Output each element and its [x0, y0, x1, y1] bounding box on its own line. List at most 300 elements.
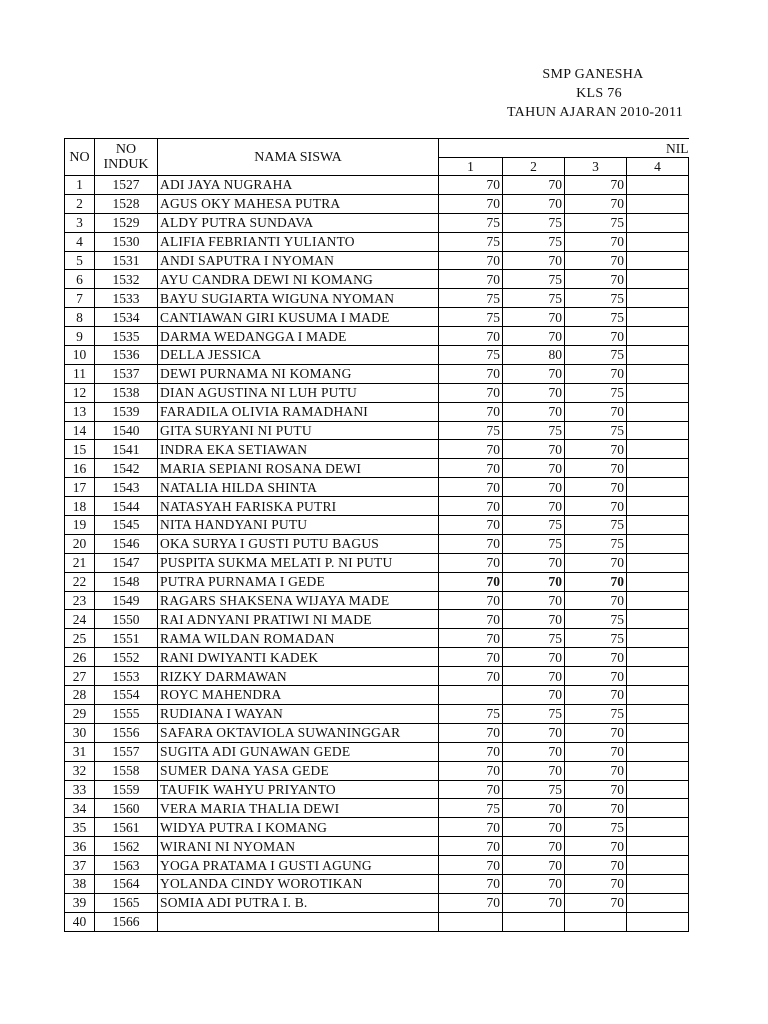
student-name: VERA MARIA THALIA DEWI — [158, 799, 439, 818]
table-row — [65, 818, 689, 837]
grade-2: 70 — [503, 742, 565, 761]
grade-3: 70 — [565, 572, 627, 591]
grade-1: 70 — [439, 383, 503, 402]
table-row — [65, 837, 689, 856]
student-id: 1530 — [95, 232, 158, 251]
table-row — [65, 856, 689, 875]
header-row-1 — [65, 139, 689, 158]
row-number: 20 — [65, 534, 95, 553]
grade-4 — [627, 610, 689, 629]
student-id: 1566 — [95, 912, 158, 931]
student-id: 1532 — [95, 270, 158, 289]
grade-4 — [627, 893, 689, 912]
student-name: ANDI SAPUTRA I NYOMAN — [158, 251, 439, 270]
row-number: 19 — [65, 516, 95, 535]
student-id: 1549 — [95, 591, 158, 610]
student-id: 1562 — [95, 837, 158, 856]
grade-3: 70 — [565, 478, 627, 497]
table-row — [65, 497, 689, 516]
grade-3: 70 — [565, 667, 627, 686]
row-number: 15 — [65, 440, 95, 459]
table-row — [65, 327, 689, 346]
grade-4 — [627, 534, 689, 553]
student-name: NITA HANDYANI PUTU — [158, 516, 439, 535]
row-number: 38 — [65, 874, 95, 893]
student-name: PUSPITA SUKMA MELATI P. NI PUTU — [158, 553, 439, 572]
student-name: RIZKY DARMAWAN — [158, 667, 439, 686]
student-id: 1556 — [95, 723, 158, 742]
grade-1: 70 — [439, 893, 503, 912]
grade-1: 70 — [439, 364, 503, 383]
grade-4 — [627, 761, 689, 780]
student-name: RAMA WILDAN ROMADAN — [158, 629, 439, 648]
student-name: SUGITA ADI GUNAWAN GEDE — [158, 742, 439, 761]
grade-1: 75 — [439, 799, 503, 818]
table-body — [65, 176, 689, 932]
row-number: 24 — [65, 610, 95, 629]
student-name: TAUFIK WAHYU PRIYANTO — [158, 780, 439, 799]
student-name: ALIFIA FEBRIANTI YULIANTO — [158, 232, 439, 251]
table-row — [65, 723, 689, 742]
grade-3: 75 — [565, 213, 627, 232]
col-header-name: NAMA SISWA — [158, 139, 439, 176]
grade-2: 70 — [503, 459, 565, 478]
grade-3: 70 — [565, 497, 627, 516]
table-row — [65, 893, 689, 912]
grade-4 — [627, 874, 689, 893]
student-id: 1548 — [95, 572, 158, 591]
student-name — [158, 912, 439, 931]
grade-4 — [627, 194, 689, 213]
grade-4 — [627, 308, 689, 327]
table-row — [65, 308, 689, 327]
grade-4 — [627, 591, 689, 610]
row-number: 27 — [65, 667, 95, 686]
table-row — [65, 874, 689, 893]
student-id: 1555 — [95, 704, 158, 723]
grade-2: 70 — [503, 874, 565, 893]
grade-1: 70 — [439, 856, 503, 875]
student-name: SOMIA ADI PUTRA I. B. — [158, 893, 439, 912]
grade-2: 70 — [503, 610, 565, 629]
grade-3: 70 — [565, 799, 627, 818]
grade-2: 70 — [503, 440, 565, 459]
table-row — [65, 761, 689, 780]
table-row — [65, 534, 689, 553]
grade-3: 70 — [565, 176, 627, 195]
grade-3: 75 — [565, 629, 627, 648]
row-number: 8 — [65, 308, 95, 327]
grade-3: 70 — [565, 874, 627, 893]
student-id: 1558 — [95, 761, 158, 780]
student-name: DEWI PURNAMA NI KOMANG — [158, 364, 439, 383]
row-number: 39 — [65, 893, 95, 912]
row-number: 9 — [65, 327, 95, 346]
row-number: 5 — [65, 251, 95, 270]
grade-1: 70 — [439, 818, 503, 837]
student-name: AGUS OKY MAHESA PUTRA — [158, 194, 439, 213]
row-number: 31 — [65, 742, 95, 761]
grade-2: 70 — [503, 497, 565, 516]
grade-3: 75 — [565, 704, 627, 723]
grade-1: 70 — [439, 648, 503, 667]
grade-1: 70 — [439, 629, 503, 648]
student-name: BAYU SUGIARTA WIGUNA NYOMAN — [158, 289, 439, 308]
grade-3: 75 — [565, 308, 627, 327]
grade-4 — [627, 270, 689, 289]
table-row — [65, 686, 689, 705]
grade-2: 75 — [503, 232, 565, 251]
student-id: 1527 — [95, 176, 158, 195]
grade-1: 70 — [439, 327, 503, 346]
student-id: 1538 — [95, 383, 158, 402]
row-number: 34 — [65, 799, 95, 818]
table-row — [65, 459, 689, 478]
student-name: RAI ADNYANI PRATIWI NI MADE — [158, 610, 439, 629]
table-row — [65, 780, 689, 799]
sub-col-4: 4 — [627, 158, 689, 176]
student-id: 1565 — [95, 893, 158, 912]
grade-1: 70 — [439, 497, 503, 516]
row-number: 28 — [65, 686, 95, 705]
grade-4 — [627, 572, 689, 591]
grade-4 — [627, 478, 689, 497]
grade-3: 70 — [565, 893, 627, 912]
grade-4 — [627, 402, 689, 421]
grade-3: 75 — [565, 516, 627, 535]
student-id: 1547 — [95, 553, 158, 572]
grade-2: 70 — [503, 327, 565, 346]
grade-4 — [627, 232, 689, 251]
student-name: NATASYAH FARISKA PUTRI — [158, 497, 439, 516]
table-row — [65, 251, 689, 270]
grade-4 — [627, 516, 689, 535]
row-number: 29 — [65, 704, 95, 723]
grade-3: 75 — [565, 610, 627, 629]
grade-3: 70 — [565, 723, 627, 742]
grade-1 — [439, 686, 503, 705]
table-row — [65, 194, 689, 213]
row-number: 37 — [65, 856, 95, 875]
grade-4 — [627, 176, 689, 195]
table-row — [65, 232, 689, 251]
table-row — [65, 648, 689, 667]
grade-4 — [627, 421, 689, 440]
row-number: 3 — [65, 213, 95, 232]
grade-1: 70 — [439, 478, 503, 497]
grade-4 — [627, 553, 689, 572]
grade-2: 70 — [503, 856, 565, 875]
grade-3: 75 — [565, 534, 627, 553]
grade-3: 75 — [565, 289, 627, 308]
grade-2: 70 — [503, 553, 565, 572]
grades-table — [64, 138, 689, 932]
student-id: 1541 — [95, 440, 158, 459]
row-number: 22 — [65, 572, 95, 591]
row-number: 36 — [65, 837, 95, 856]
grade-2: 70 — [503, 383, 565, 402]
table-row — [65, 383, 689, 402]
table-row — [65, 478, 689, 497]
student-name: WIRANI NI NYOMAN — [158, 837, 439, 856]
table-row — [65, 402, 689, 421]
student-name: DARMA WEDANGGA I MADE — [158, 327, 439, 346]
student-name: ALDY PUTRA SUNDAVA — [158, 213, 439, 232]
student-id: 1528 — [95, 194, 158, 213]
student-name: ADI JAYA NUGRAHA — [158, 176, 439, 195]
grade-3: 70 — [565, 459, 627, 478]
row-number: 16 — [65, 459, 95, 478]
student-id: 1539 — [95, 402, 158, 421]
student-name: MARIA SEPIANI ROSANA DEWI — [158, 459, 439, 478]
col-header-induk — [95, 139, 158, 176]
student-id: 1535 — [95, 327, 158, 346]
student-name: RAGARS SHAKSENA WIJAYA MADE — [158, 591, 439, 610]
grade-3: 70 — [565, 251, 627, 270]
row-number: 13 — [65, 402, 95, 421]
student-name: AYU CANDRA DEWI NI KOMANG — [158, 270, 439, 289]
table-row — [65, 421, 689, 440]
student-id: 1557 — [95, 742, 158, 761]
grade-4 — [627, 629, 689, 648]
grade-2: 70 — [503, 572, 565, 591]
row-number: 40 — [65, 912, 95, 931]
row-number: 17 — [65, 478, 95, 497]
table-row — [65, 591, 689, 610]
grade-3: 70 — [565, 686, 627, 705]
student-id: 1553 — [95, 667, 158, 686]
grade-2: 70 — [503, 723, 565, 742]
student-id: 1544 — [95, 497, 158, 516]
grade-2: 70 — [503, 761, 565, 780]
grade-1: 70 — [439, 761, 503, 780]
grade-3: 70 — [565, 742, 627, 761]
col-header-no: NO — [65, 139, 95, 176]
grade-3: 70 — [565, 553, 627, 572]
row-number: 1 — [65, 176, 95, 195]
student-name: DELLA JESSICA — [158, 346, 439, 365]
row-number: 30 — [65, 723, 95, 742]
grade-4 — [627, 667, 689, 686]
row-number: 7 — [65, 289, 95, 308]
student-id: 1554 — [95, 686, 158, 705]
table-row — [65, 572, 689, 591]
grade-1: 70 — [439, 553, 503, 572]
grade-3: 70 — [565, 364, 627, 383]
grade-1: 70 — [439, 780, 503, 799]
student-id: 1550 — [95, 610, 158, 629]
grade-2: 70 — [503, 176, 565, 195]
col-header-nilai: NIL — [439, 139, 689, 158]
grade-2: 70 — [503, 364, 565, 383]
grade-3: 70 — [565, 837, 627, 856]
table-row — [65, 346, 689, 365]
student-name: GITA SURYANI NI PUTU — [158, 421, 439, 440]
row-number: 23 — [65, 591, 95, 610]
academic-year: TAHUN AJARAN 2010-2011 — [506, 105, 684, 120]
grade-1: 70 — [439, 440, 503, 459]
grade-1: 75 — [439, 346, 503, 365]
student-name: WIDYA PUTRA I KOMANG — [158, 818, 439, 837]
grade-2: 75 — [503, 421, 565, 440]
grade-2 — [503, 912, 565, 931]
table-row — [65, 440, 689, 459]
grade-4 — [627, 742, 689, 761]
student-id: 1536 — [95, 346, 158, 365]
grade-2: 75 — [503, 704, 565, 723]
table-row — [65, 912, 689, 931]
student-name: PUTRA PURNAMA I GEDE — [158, 572, 439, 591]
grade-4 — [627, 383, 689, 402]
grade-4 — [627, 327, 689, 346]
grade-1: 70 — [439, 667, 503, 686]
grade-3: 70 — [565, 591, 627, 610]
table-row — [65, 629, 689, 648]
student-name: YOGA PRATAMA I GUSTI AGUNG — [158, 856, 439, 875]
table-row — [65, 553, 689, 572]
student-name: INDRA EKA SETIAWAN — [158, 440, 439, 459]
grade-1: 70 — [439, 270, 503, 289]
grade-1: 70 — [439, 176, 503, 195]
table-row — [65, 516, 689, 535]
grade-3: 70 — [565, 780, 627, 799]
row-number: 12 — [65, 383, 95, 402]
grade-4 — [627, 346, 689, 365]
row-number: 18 — [65, 497, 95, 516]
grade-4 — [627, 648, 689, 667]
grade-2: 70 — [503, 251, 565, 270]
col-header-induk-line2: INDUK — [103, 157, 149, 172]
row-number: 33 — [65, 780, 95, 799]
grade-1: 70 — [439, 610, 503, 629]
grade-3: 70 — [565, 402, 627, 421]
grade-3: 70 — [565, 327, 627, 346]
grade-3: 70 — [565, 232, 627, 251]
student-id: 1529 — [95, 213, 158, 232]
grade-2: 75 — [503, 516, 565, 535]
row-number: 25 — [65, 629, 95, 648]
grade-1: 70 — [439, 251, 503, 270]
table-row — [65, 667, 689, 686]
student-id: 1533 — [95, 289, 158, 308]
table-row — [65, 742, 689, 761]
student-id: 1564 — [95, 874, 158, 893]
student-name: RANI DWIYANTI KADEK — [158, 648, 439, 667]
grade-2: 70 — [503, 402, 565, 421]
document-header — [490, 65, 700, 122]
row-number: 11 — [65, 364, 95, 383]
grade-2: 70 — [503, 818, 565, 837]
grade-3: 70 — [565, 270, 627, 289]
grade-2: 80 — [503, 346, 565, 365]
student-id: 1559 — [95, 780, 158, 799]
table-row — [65, 364, 689, 383]
grade-4 — [627, 213, 689, 232]
grade-3: 70 — [565, 856, 627, 875]
grade-1: 75 — [439, 289, 503, 308]
student-id: 1531 — [95, 251, 158, 270]
student-name: SAFARA OKTAVIOLA SUWANINGGAR — [158, 723, 439, 742]
grade-2: 75 — [503, 213, 565, 232]
student-id: 1537 — [95, 364, 158, 383]
table-row — [65, 289, 689, 308]
row-number: 2 — [65, 194, 95, 213]
grade-2: 70 — [503, 667, 565, 686]
row-number: 4 — [65, 232, 95, 251]
grade-2: 75 — [503, 629, 565, 648]
grade-1: 70 — [439, 516, 503, 535]
student-name: DIAN AGUSTINA NI LUH PUTU — [158, 383, 439, 402]
student-id: 1551 — [95, 629, 158, 648]
student-name: CANTIAWAN GIRI KUSUMA I MADE — [158, 308, 439, 327]
table-row — [65, 704, 689, 723]
grade-4 — [627, 440, 689, 459]
row-number: 21 — [65, 553, 95, 572]
grade-4 — [627, 704, 689, 723]
grade-3 — [565, 912, 627, 931]
col-header-induk-line1: NO — [115, 142, 137, 157]
grade-2: 70 — [503, 893, 565, 912]
grade-1: 75 — [439, 213, 503, 232]
grade-1: 70 — [439, 874, 503, 893]
table-row — [65, 799, 689, 818]
grade-1: 70 — [439, 534, 503, 553]
student-name: ROYC MAHENDRA — [158, 686, 439, 705]
grade-4 — [627, 497, 689, 516]
row-number: 32 — [65, 761, 95, 780]
row-number: 6 — [65, 270, 95, 289]
grade-4 — [627, 912, 689, 931]
student-name: SUMER DANA YASA GEDE — [158, 761, 439, 780]
grade-1: 70 — [439, 572, 503, 591]
table-row — [65, 213, 689, 232]
grade-1: 75 — [439, 232, 503, 251]
student-name: NATALIA HILDA SHINTA — [158, 478, 439, 497]
grade-4 — [627, 723, 689, 742]
grade-1: 70 — [439, 402, 503, 421]
sub-col-3: 3 — [565, 158, 627, 176]
grade-4 — [627, 459, 689, 478]
student-id: 1545 — [95, 516, 158, 535]
school-name: SMP GANESHA — [542, 67, 644, 82]
grade-4 — [627, 251, 689, 270]
student-id: 1543 — [95, 478, 158, 497]
grade-4 — [627, 837, 689, 856]
row-number: 26 — [65, 648, 95, 667]
grade-4 — [627, 289, 689, 308]
table-row — [65, 610, 689, 629]
class-label: KLS 76 — [576, 86, 622, 101]
student-id: 1552 — [95, 648, 158, 667]
student-id: 1542 — [95, 459, 158, 478]
grade-1: 75 — [439, 308, 503, 327]
grade-4 — [627, 780, 689, 799]
student-id: 1540 — [95, 421, 158, 440]
table-row — [65, 176, 689, 195]
grade-2: 70 — [503, 648, 565, 667]
grade-3: 75 — [565, 383, 627, 402]
grade-1 — [439, 912, 503, 931]
grade-4 — [627, 799, 689, 818]
grade-1: 75 — [439, 421, 503, 440]
grade-1: 70 — [439, 723, 503, 742]
row-number: 14 — [65, 421, 95, 440]
grade-2: 75 — [503, 289, 565, 308]
grade-2: 75 — [503, 780, 565, 799]
sub-col-2: 2 — [503, 158, 565, 176]
grade-2: 70 — [503, 478, 565, 497]
grade-3: 75 — [565, 818, 627, 837]
